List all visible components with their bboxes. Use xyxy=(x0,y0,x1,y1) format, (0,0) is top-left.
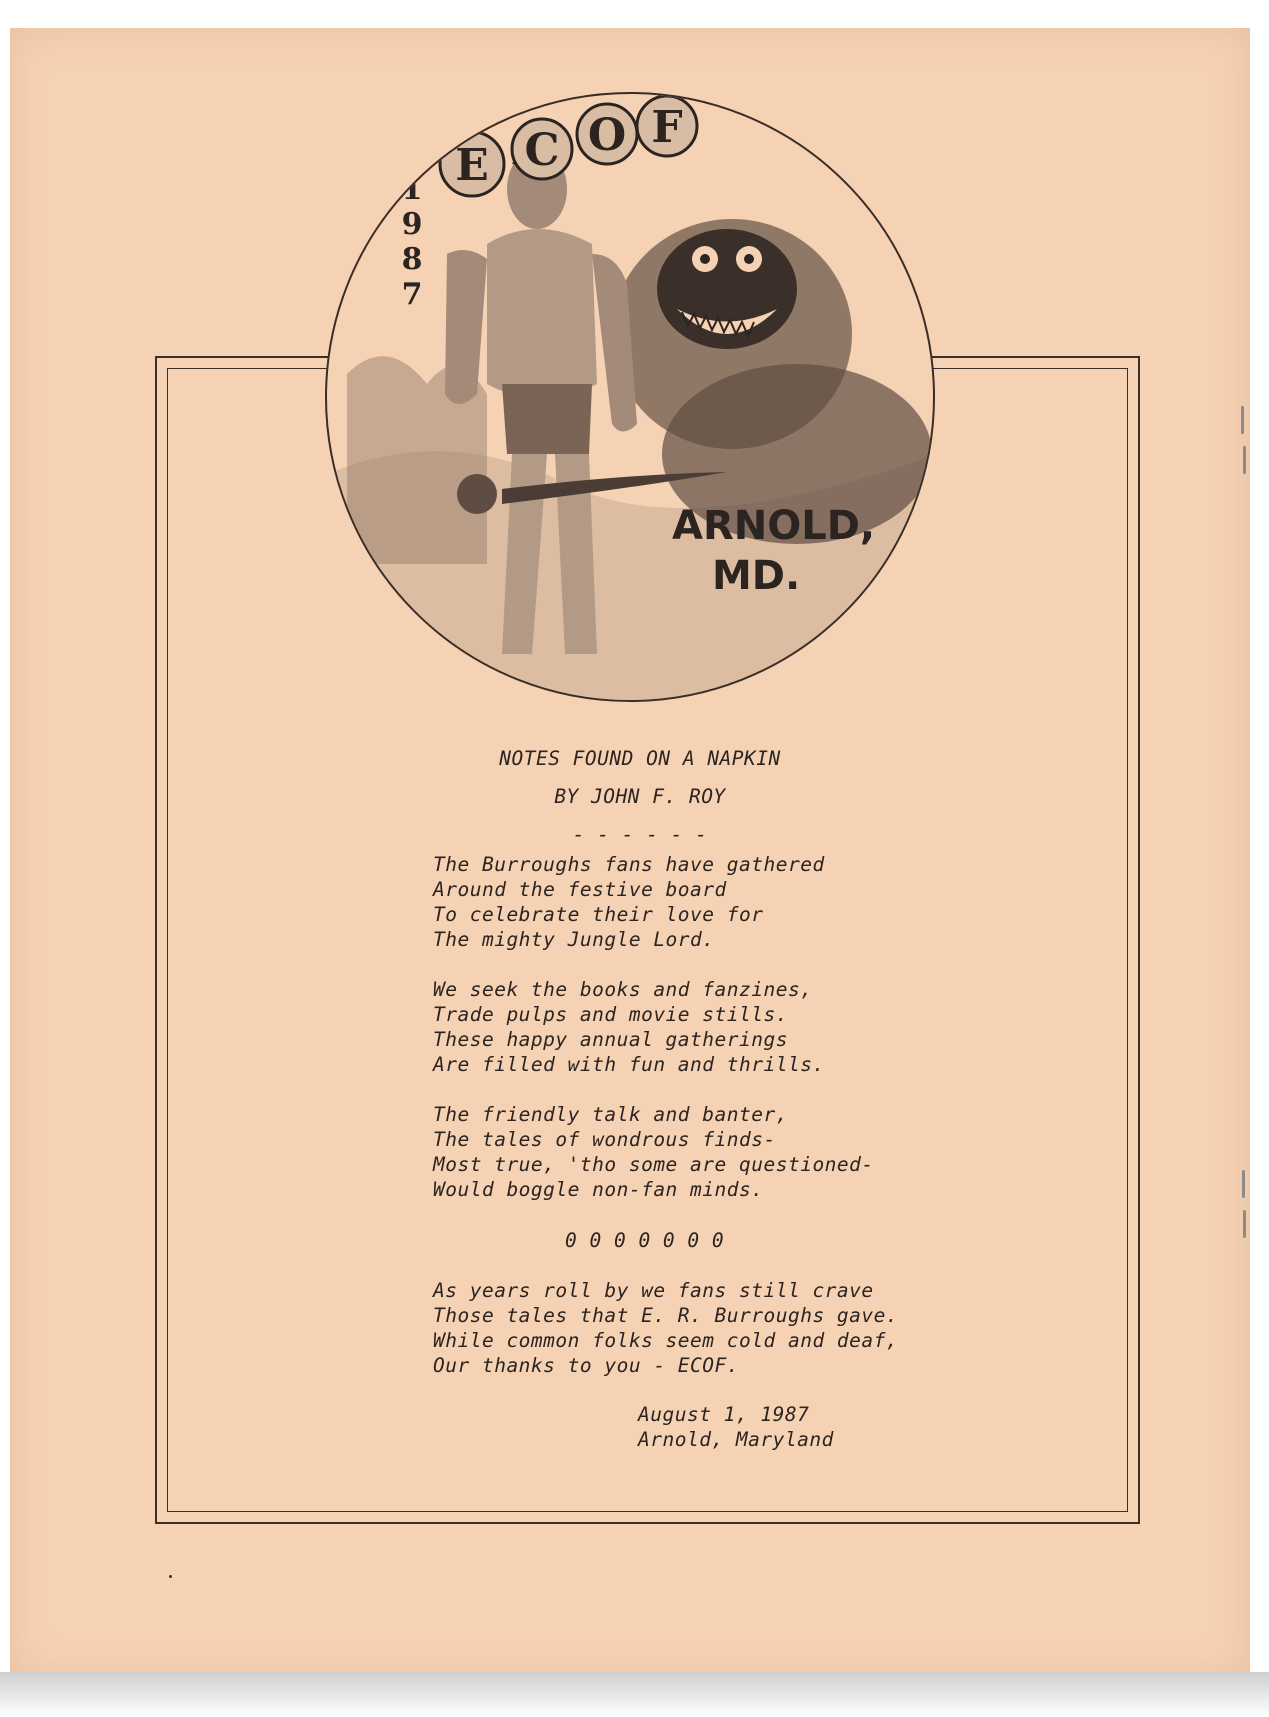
badge-letter-o: O xyxy=(587,110,627,161)
stanza xyxy=(433,1102,1113,1202)
poem-line: Most true, 'tho some are questioned- xyxy=(433,1153,874,1176)
page-shadow xyxy=(0,1672,1269,1717)
poem-body xyxy=(433,852,1113,1227)
staple-mark xyxy=(1241,406,1244,434)
staple-mark xyxy=(1243,446,1246,474)
badge-year-digit: 9 xyxy=(401,207,423,242)
dateline xyxy=(638,1402,834,1452)
poem-line: The friendly talk and banter, xyxy=(433,1103,788,1126)
location: Arnold, Maryland xyxy=(638,1428,834,1451)
stanza xyxy=(433,852,1113,952)
final-stanza xyxy=(433,1278,1113,1378)
poem-line: We seek the books and fanzines, xyxy=(433,978,813,1001)
poem-line: To celebrate their love for xyxy=(433,903,764,926)
poem-line: As years roll by we fans still crave xyxy=(433,1279,874,1302)
date: August 1, 1987 xyxy=(638,1403,810,1426)
badge-letter-f: F xyxy=(651,102,683,153)
poem-line: These happy annual gatherings xyxy=(433,1028,788,1051)
badge-year-digit: 8 xyxy=(401,242,423,277)
title-rule: - - - - - - xyxy=(572,823,708,846)
poem-heading xyxy=(460,740,820,854)
badge-letter-e: E xyxy=(455,140,489,191)
poem-line: While common folks seem cold and deaf, xyxy=(433,1329,899,1352)
poem-line: The tales of wondrous finds- xyxy=(433,1128,776,1151)
badge-place-arnold: ARNOLD, xyxy=(672,503,876,549)
poem-line: Our thanks to you - ECOF. xyxy=(433,1354,739,1377)
badge-year-digit: 7 xyxy=(401,277,423,312)
poem-line: Trade pulps and movie stills. xyxy=(433,1003,788,1026)
staple-mark xyxy=(1242,1170,1245,1198)
ink-speck xyxy=(169,1575,172,1578)
ecof-medallion-illustration xyxy=(325,92,935,702)
stanza-separator: 0 0 0 0 0 0 0 xyxy=(565,1229,725,1252)
badge-letter-c: C xyxy=(524,125,560,176)
staple-mark xyxy=(1243,1210,1246,1238)
poem-line: Are filled with fun and thrills. xyxy=(433,1053,825,1076)
poem-line: The mighty Jungle Lord. xyxy=(433,928,715,951)
stanza xyxy=(433,977,1113,1077)
badge-year-digit: 1 xyxy=(401,172,423,207)
poem-line: The Burroughs fans have gathered xyxy=(433,853,825,876)
poem-title: NOTES FOUND ON A NAPKIN xyxy=(499,747,781,770)
poem-byline: BY JOHN F. ROY xyxy=(554,785,726,808)
poem-line: Those tales that E. R. Burroughs gave. xyxy=(433,1304,899,1327)
poem-line: Around the festive board xyxy=(433,878,727,901)
badge-place-md: MD. xyxy=(712,553,801,599)
poem-line: Would boggle non-fan minds. xyxy=(433,1178,764,1201)
